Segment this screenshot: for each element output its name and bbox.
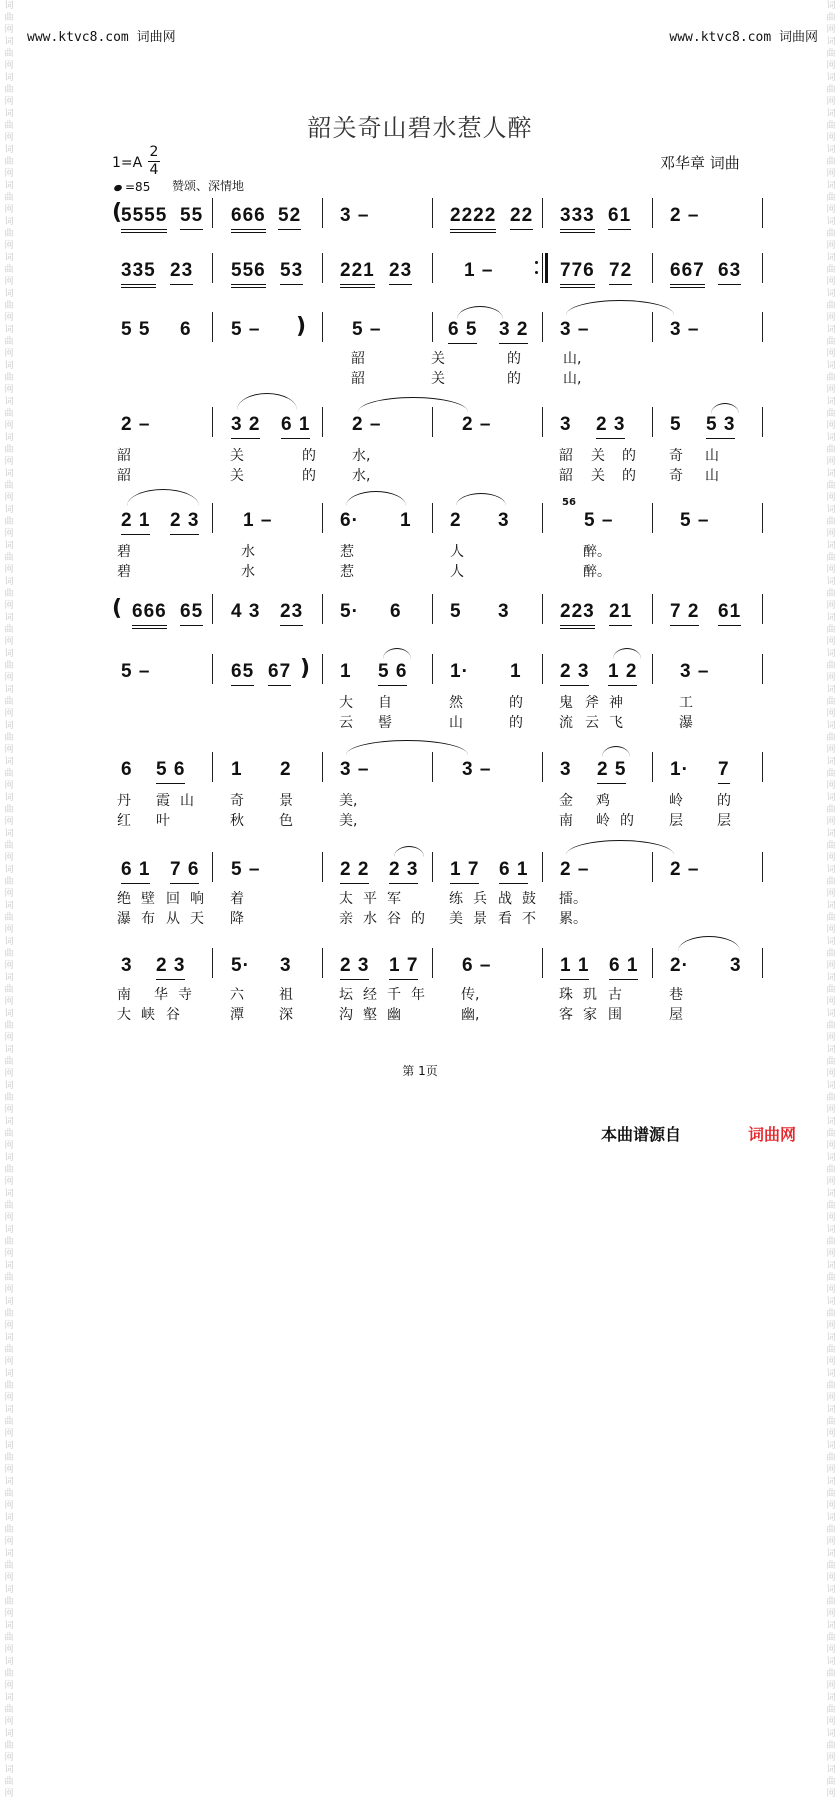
lyric: 兵 (473, 891, 487, 907)
tempo-value: =85 (125, 180, 151, 194)
lyric: 的 (622, 448, 636, 464)
lyric: 的 (411, 911, 425, 927)
note-group: 72 (609, 259, 632, 285)
note-group: 3 (730, 955, 742, 976)
note-group: 667 (670, 259, 705, 288)
lyric: 降 (230, 911, 244, 927)
lyric: 千 (387, 987, 401, 1003)
lyric: 云 (585, 715, 599, 731)
lyric: 水 (241, 544, 255, 560)
note-group: 4 3 (231, 601, 261, 622)
lyric: 军 (387, 891, 401, 907)
lyric: 然 (449, 695, 463, 711)
lyric: 壑 (363, 1007, 377, 1023)
note-group: 1· (450, 661, 469, 682)
lyric: 奇 (669, 468, 683, 484)
lyric: 累。 (559, 911, 587, 927)
slur (346, 491, 406, 506)
lyric: 华 (154, 987, 168, 1003)
lyric: 壁 (141, 891, 155, 907)
lyric: 丹 (117, 793, 131, 809)
tie (566, 300, 674, 315)
note-group: 2 3 (156, 954, 185, 980)
lyric: 绝 (117, 891, 131, 907)
note-group: 2 3 (340, 954, 369, 980)
lyric: 奇 (230, 793, 244, 809)
lyric: 景 (473, 911, 487, 927)
note-group: 1 (340, 661, 352, 682)
note-group: 3 (560, 414, 572, 435)
lyric: 天 (190, 911, 204, 927)
lyric: 年 (411, 987, 425, 1003)
note-group: 5555 (121, 204, 167, 233)
note-group: 6 1 (121, 858, 150, 884)
lyric: 红 (117, 813, 131, 829)
note-group: 221 (340, 259, 375, 288)
lyric: 关 (591, 468, 605, 484)
lyric: 水, (352, 468, 371, 484)
lyric: 幽, (461, 1007, 480, 1023)
lyric: 大 (117, 1007, 131, 1023)
site-url: www.ktvc8.com (669, 30, 772, 45)
lyric: 深 (279, 1007, 293, 1023)
lyric: 岭 (669, 793, 683, 809)
lyric: 山 (449, 715, 463, 731)
bracket-close: ) (296, 314, 307, 339)
note-group: 5 5 (121, 319, 151, 340)
lyric: 的 (717, 793, 731, 809)
lyric: 自 (378, 695, 392, 711)
lyric: 工 (679, 695, 693, 711)
lyric: 布 (141, 911, 155, 927)
note-group: 2· (670, 955, 689, 976)
lyric: 水 (241, 564, 255, 580)
note-group: 7 (718, 758, 730, 784)
lyric: 六 (230, 987, 244, 1003)
lyric: 战 (498, 891, 512, 907)
note-group: 1· (670, 759, 689, 780)
lyric: 坛 (339, 987, 353, 1003)
note-group: 1 – (464, 260, 494, 281)
note-group: 5 (450, 601, 462, 622)
note-group: 3 (498, 601, 510, 622)
lyric: 的 (302, 448, 316, 464)
note-group: 6· (340, 510, 359, 531)
bracket-close: ) (300, 656, 311, 681)
note-group: 3 – (670, 319, 700, 340)
note-group: 23 (280, 600, 303, 626)
note-group: 6 1 (281, 413, 310, 439)
lyric: 流 (559, 715, 573, 731)
lyric: 太 (339, 891, 353, 907)
note-group: 2 3 (389, 858, 418, 884)
note-group: 3 (121, 955, 133, 976)
watermark-right: 词曲网词曲网词曲网词曲网词曲网词曲网词曲网词曲网词曲网词曲网词曲网词曲网词曲网词曲网词曲网词曲网词曲网词曲网词曲网词曲网词曲网词曲网词曲网词曲网词曲网词曲网词曲网词曲网词曲网词曲网词曲网词曲网词曲网词曲网词曲网词曲网词曲网词曲网词曲网词曲网词曲网词曲网词曲网词曲网词曲网词曲网词曲网词曲网词曲网词曲网 (826, 1, 836, 1799)
lyric: 韶 (117, 468, 131, 484)
lyric: 玑 (583, 987, 597, 1003)
lyric: 美, (339, 793, 358, 809)
slur (602, 746, 630, 757)
lyric: 瀑 (679, 715, 693, 731)
site-url: www.ktvc8.com (27, 30, 129, 45)
note-group: 55 (180, 204, 203, 230)
note-group: 23 (389, 259, 412, 285)
grace-note: 56 (562, 497, 576, 508)
lyric: 韶 (351, 371, 365, 387)
lyric: 的 (302, 468, 316, 484)
time-top: 2 (149, 144, 159, 160)
lyric: 巷 (669, 987, 683, 1003)
lyric: 韶 (117, 448, 131, 464)
note-group: 3 – (340, 759, 370, 780)
lyric: 寺 (178, 987, 192, 1003)
lyric: 惹 (340, 564, 354, 580)
time-signature (148, 144, 160, 179)
lyric: 层 (717, 813, 731, 829)
slur (237, 393, 297, 410)
note-group: 2 3 (170, 509, 199, 535)
tie (346, 740, 468, 755)
lyric: 的 (507, 371, 521, 387)
lyric: 回 (166, 891, 180, 907)
note-group: 2 3 (560, 660, 589, 686)
lyric: 着 (230, 891, 244, 907)
note-group: 67 (268, 660, 291, 686)
note-group: 52 (278, 204, 301, 230)
time-bottom: 4 (149, 162, 159, 178)
lyric: 峡 (141, 1007, 155, 1023)
note-group: 6 (180, 319, 192, 340)
lyric: 潭 (230, 1007, 244, 1023)
expression-mark: 赞颂、深情地 (172, 179, 245, 193)
note-group: 3 – (560, 319, 590, 340)
note-group: 333 (560, 204, 595, 233)
lyric: 景 (279, 793, 293, 809)
note-group: 22 (510, 204, 533, 230)
header-site-right[interactable] (669, 26, 818, 45)
note-group: 5 – (680, 510, 710, 531)
lyric: 关 (431, 371, 445, 387)
song-title: 韶关奇山碧水惹人醉 (307, 114, 533, 142)
note-group: 1 – (243, 510, 273, 531)
note-group: 6 5 (448, 318, 477, 344)
lyric: 不 (522, 911, 536, 927)
lyric: 大 (339, 695, 353, 711)
lyric: 山, (563, 351, 582, 367)
lyric: 醉。 (583, 544, 611, 560)
slur (456, 493, 506, 506)
tie (358, 397, 468, 412)
lyric: 围 (608, 1007, 622, 1023)
lyric: 关 (431, 351, 445, 367)
lyric: 人 (450, 544, 464, 560)
slur (678, 936, 740, 951)
lyric: 响 (190, 891, 204, 907)
watermark-left: 词曲网词曲网词曲网词曲网词曲网词曲网词曲网词曲网词曲网词曲网词曲网词曲网词曲网词曲网词曲网词曲网词曲网词曲网词曲网词曲网词曲网词曲网词曲网词曲网词曲网词曲网词曲网词曲网词曲网词曲网词曲网词曲网词曲网词曲网词曲网词曲网词曲网词曲网词曲网词曲网词曲网词曲网词曲网词曲网词曲网词曲网词曲网词曲网词曲网词曲网 (4, 1, 14, 1799)
note-group: 776 (560, 259, 595, 288)
note-group: 3 – (340, 205, 370, 226)
lyric: 古 (608, 987, 622, 1003)
note-group: 21 (609, 600, 632, 626)
lyric: 祖 (279, 987, 293, 1003)
note-group: 6 (121, 759, 133, 780)
lyric: 层 (669, 813, 683, 829)
note-group: 5 6 (378, 660, 407, 686)
lyric: 韶 (559, 468, 573, 484)
note-group: 2 2 (340, 858, 369, 884)
lyric: 美, (339, 813, 358, 829)
tempo-mark (114, 180, 150, 194)
lyric: 碧 (117, 544, 131, 560)
lyric: 碧 (117, 564, 131, 580)
lyric: 关 (230, 448, 244, 464)
lyric: 云 (339, 715, 353, 731)
note-group: 3 – (680, 661, 710, 682)
lyric: 鼓 (522, 891, 536, 907)
lyric: 屋 (669, 1007, 683, 1023)
note-group: 2 – (121, 414, 151, 435)
note-group: 2 – (352, 414, 382, 435)
lyric: 亲 (339, 911, 353, 927)
note-group: 5 3 (706, 413, 735, 439)
note-group: 2 – (670, 859, 700, 880)
lyric: 谷 (387, 911, 401, 927)
note-group: 2222 (450, 204, 496, 233)
lyric: 斧 (585, 695, 599, 711)
lyric: 韶 (351, 351, 365, 367)
note-group: 223 (560, 600, 595, 629)
source-site-link[interactable]: 词曲网 (748, 1125, 797, 1144)
lyric: 色 (279, 813, 293, 829)
lyric: 练 (449, 891, 463, 907)
note-group: 1 (400, 510, 412, 531)
key-signature: 1=A (112, 155, 143, 171)
note-group: 1 (510, 661, 522, 682)
lyric: 珠 (559, 987, 573, 1003)
lyric: 关 (591, 448, 605, 464)
lyric: 平 (363, 891, 377, 907)
lyric: 秋 (230, 813, 244, 829)
lyric: 擂。 (559, 891, 587, 907)
lyric: 的 (622, 468, 636, 484)
note-group: 6 (390, 601, 402, 622)
slur (383, 648, 411, 659)
lyric: 南 (117, 987, 131, 1003)
slur (613, 648, 641, 659)
lyric: 沟 (339, 1007, 353, 1023)
note-group: 1 1 (560, 954, 589, 980)
note-group: 2 3 (596, 413, 625, 439)
note-group: 6 – (462, 955, 492, 976)
lyric: 霞 (156, 793, 170, 809)
note-group: 1 7 (389, 954, 418, 980)
header-site-left[interactable] (27, 26, 176, 45)
note-group: 61 (608, 204, 631, 230)
note-group: 666 (132, 600, 167, 629)
lyric: 山 (180, 793, 194, 809)
note-icon (113, 184, 123, 192)
lyric: 水 (363, 911, 377, 927)
lyric: 从 (166, 911, 180, 927)
lyric: 看 (498, 911, 512, 927)
lyric: 的 (509, 715, 523, 731)
lyric: 关 (230, 468, 244, 484)
note-group: 2 5 (597, 758, 626, 784)
lyric: 飞 (609, 715, 623, 731)
note-group: 7 6 (170, 858, 199, 884)
lyric: 经 (363, 987, 377, 1003)
page-number: 第 1页 (402, 1064, 438, 1078)
note-group: 2 (280, 759, 292, 780)
lyric: 叶 (156, 813, 170, 829)
lyric: 谷 (166, 1007, 180, 1023)
note-group: 1 7 (450, 858, 479, 884)
lyric: 瀑 (117, 911, 131, 927)
tie (566, 840, 674, 855)
note-group: 1 2 (608, 660, 637, 686)
lyric: 神 (609, 695, 623, 711)
note-group: 666 (231, 204, 266, 233)
note-group: 2 – (670, 205, 700, 226)
note-group: 3 (560, 759, 572, 780)
note-group: 5· (340, 601, 359, 622)
note-group: 5 – (121, 661, 151, 682)
lyric: 幽 (387, 1007, 401, 1023)
note-group: 63 (718, 259, 741, 285)
lyric: 山, (563, 371, 582, 387)
lyric: 的 (620, 813, 634, 829)
note-group: 5 – (231, 859, 261, 880)
slur (127, 489, 199, 506)
site-name: 词曲网 (136, 30, 176, 45)
note-group: 3 (498, 510, 510, 531)
note-group: 5 – (231, 319, 261, 340)
lyric: 水, (352, 448, 371, 464)
lyric: 惹 (340, 544, 354, 560)
lyric: 山 (705, 468, 719, 484)
lyric: 人 (450, 564, 464, 580)
note-group: 5 (670, 414, 682, 435)
lyric: 鸡 (596, 793, 610, 809)
note-group: 2 – (462, 414, 492, 435)
lyric: 醉。 (583, 564, 611, 580)
lyric: 家 (583, 1007, 597, 1023)
slur (394, 846, 424, 857)
lyric: 美 (449, 911, 463, 927)
note-group: 6 1 (499, 858, 528, 884)
lyric: 金 (559, 793, 573, 809)
lyric: 髻 (378, 715, 392, 731)
lyric: 的 (507, 351, 521, 367)
lyric: 奇 (669, 448, 683, 464)
source-label: 本曲谱源自 (601, 1125, 682, 1144)
lyric: 传, (461, 987, 480, 1003)
note-group: 5 – (584, 510, 614, 531)
note-group: 556 (231, 259, 266, 288)
note-group: 2 1 (121, 509, 150, 535)
note-group: 1 (231, 759, 243, 780)
lyric: 韶 (559, 448, 573, 464)
author: 邓华章 词曲 (660, 154, 740, 172)
note-group: 2 (450, 510, 462, 531)
lyric: 客 (559, 1007, 573, 1023)
note-group: 5 – (352, 319, 382, 340)
bracket-open: ( (112, 200, 123, 225)
note-group: 3 – (462, 759, 492, 780)
bracket-open: ( (112, 596, 123, 621)
lyric: 鬼 (559, 695, 573, 711)
note-group: 3 2 (231, 413, 260, 439)
note-group: 5· (231, 955, 250, 976)
note-group: 3 2 (499, 318, 528, 344)
site-name: 词曲网 (778, 30, 818, 45)
note-group: 335 (121, 259, 156, 288)
lyric: 的 (509, 695, 523, 711)
note-group: 65 (180, 600, 203, 626)
note-group: 3 (280, 955, 292, 976)
note-group: 65 (231, 660, 254, 686)
note-group: 5 6 (156, 758, 185, 784)
note-group: 53 (280, 259, 303, 285)
lyric: 南 (559, 813, 573, 829)
note-group: 6 1 (609, 954, 638, 980)
lyric: 岭 (596, 813, 610, 829)
note-group: 7 2 (670, 600, 699, 626)
note-group: 61 (718, 600, 741, 626)
note-group: 2 – (560, 859, 590, 880)
note-group: 23 (170, 259, 193, 285)
lyric: 山 (705, 448, 719, 464)
